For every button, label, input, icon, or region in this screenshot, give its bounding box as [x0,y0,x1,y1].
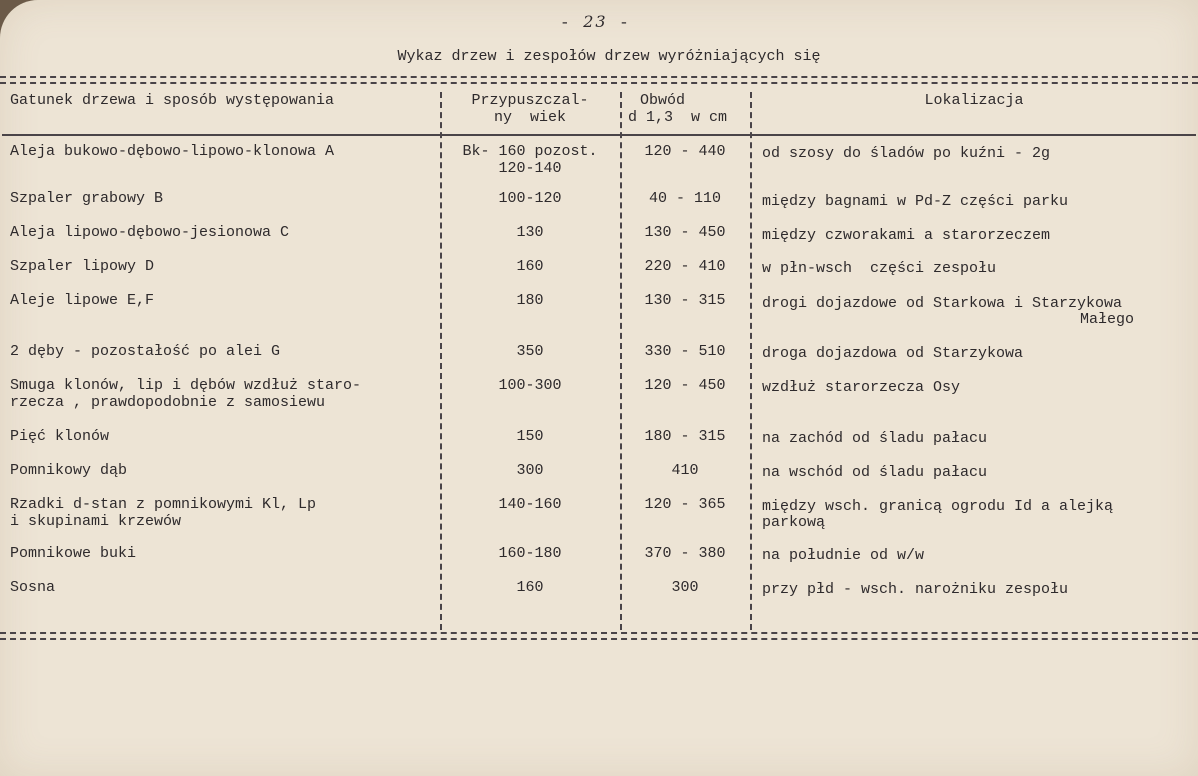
location-cell: wzdłuż starorzecza Osy [762,379,961,396]
species-cell: Smuga klonów, lip i dębów wzdłuż staro- [10,377,362,394]
location-cell: Małego [1080,311,1135,328]
circumference-cell: 130 - 450 [644,224,726,241]
species-cell: Aleje lipowe E,F [10,292,155,309]
circumference-cell: 120 - 450 [644,377,726,394]
header-age-line2: ny wiek [493,109,566,126]
column-separator [750,92,752,630]
circumference-cell: 370 - 380 [644,545,726,562]
age-cell: 160 [516,258,544,275]
circumference-cell: 330 - 510 [644,343,726,360]
age-cell: 160-180 [498,545,562,562]
page-number-value: 23 [583,12,608,31]
header-circumference-line2: d 1,3 w cm [628,109,728,126]
species-cell: Pomnikowy dąb [10,462,128,479]
age-cell: 160 [516,579,544,596]
header-underline [2,134,1196,136]
location-cell: parkową [762,514,826,531]
species-cell: 2 dęby - pozostałość po alei G [10,343,281,360]
age-cell: 100-300 [498,377,562,394]
location-cell: między wsch. granicą ogrodu Id a alejką [762,498,1114,515]
column-separator [440,92,442,630]
location-cell: droga dojazdowa od Starzykowa [762,345,1024,362]
header-age-line1: Przypuszczal- [471,92,589,109]
age-cell: 130 [516,224,544,241]
species-cell: i skupinami krzewów [10,513,182,530]
location-cell: na zachód od śladu pałacu [762,430,988,447]
age-cell: 350 [516,343,544,360]
circumference-cell: 120 - 365 [644,496,726,513]
species-cell: Szpaler grabowy B [10,190,164,207]
age-cell: 180 [516,292,544,309]
species-cell: rzecza , prawdopodobnie z samosiewu [10,394,326,411]
circumference-cell: 180 - 315 [644,428,726,445]
circumference-cell: 130 - 315 [644,292,726,309]
location-cell: na południe od w/w [762,547,925,564]
age-cell: 100-120 [498,190,562,207]
species-cell: Szpaler lipowy D [10,258,155,275]
bottom-double-rule [0,632,1198,640]
age-cell: 120-140 [498,160,562,177]
page-title: Wykaz drzew i zespołów drzew wyróżniających się [397,48,821,65]
species-cell: Pomnikowe buki [10,545,137,562]
age-cell: 150 [516,428,544,445]
species-cell: Aleja bukowo-dębowo-lipowo-klonowa A [10,143,335,160]
species-cell: Aleja lipowo-dębowo-jesionowa C [10,224,290,241]
location-cell: między bagnami w Pd-Z części parku [762,193,1069,210]
age-cell: 300 [516,462,544,479]
location-cell: przy płd - wsch. narożniku zespołu [762,581,1069,598]
circumference-cell: 120 - 440 [644,143,726,160]
circumference-cell: 220 - 410 [644,258,726,275]
location-cell: między czworakami a starorzeczem [762,227,1051,244]
circumference-cell: 410 [671,462,699,479]
top-double-rule [0,76,1198,84]
location-cell: w płn-wsch części zespołu [762,260,997,277]
age-cell: 140-160 [498,496,562,513]
header-species: Gatunek drzewa i sposób występowania [10,92,335,109]
circumference-cell: 40 - 110 [648,190,721,207]
location-cell: od szosy do śladów po kuźni - 2g [762,145,1051,162]
species-cell: Pięć klonów [10,428,110,445]
species-cell: Sosna [10,579,56,596]
age-cell: Bk- 160 pozost. [462,143,598,160]
species-cell: Rzadki d-stan z pomnikowymi Kl, Lp [10,496,317,513]
location-cell: na wschód od śladu pałacu [762,464,988,481]
circumference-cell: 300 [671,579,699,596]
header-location: Lokalizacja [924,92,1024,109]
header-circumference-line1: Obwód [640,92,686,109]
location-cell: drogi dojazdowe od Starkowa i Starzykowa [762,295,1123,312]
page-number: - 23 - [560,12,631,32]
